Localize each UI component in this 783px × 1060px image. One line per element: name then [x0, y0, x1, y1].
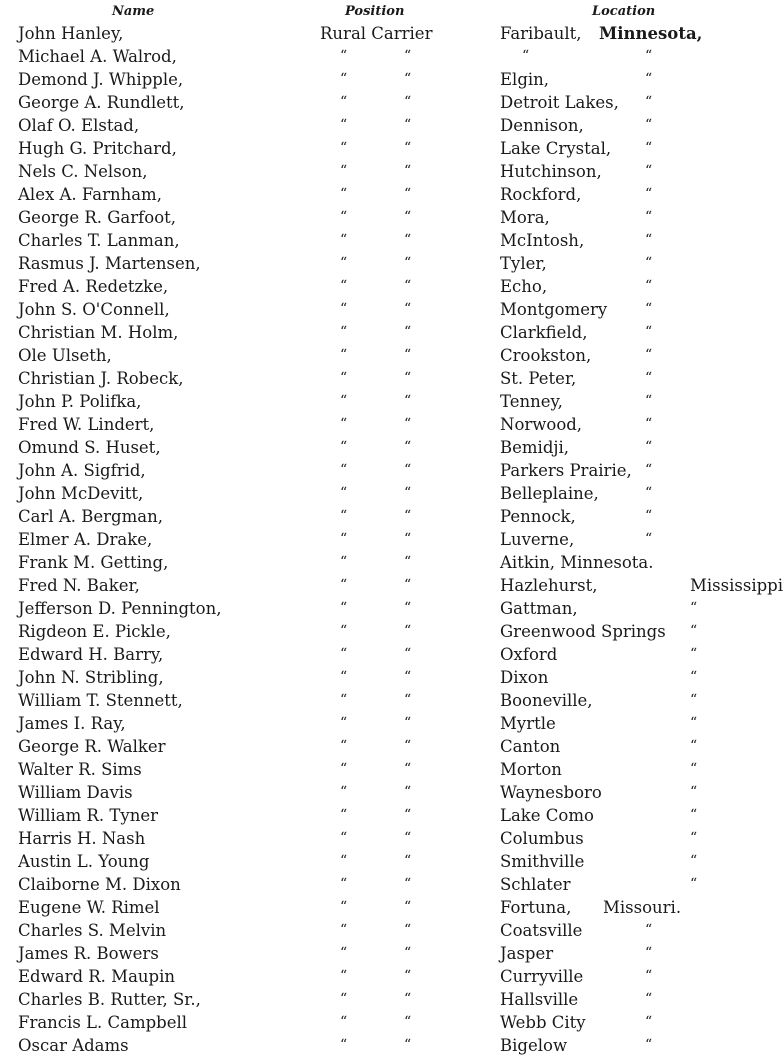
row-position-ditto: “ — [404, 830, 412, 846]
row-position-ditto: “ — [340, 347, 348, 363]
row-position-ditto: “ — [404, 324, 412, 340]
row-position-ditto: “ — [340, 508, 348, 524]
table-row — [0, 735, 757, 758]
table-row — [0, 689, 757, 712]
row-position-ditto: “ — [404, 485, 412, 501]
row-state: “ — [645, 508, 653, 524]
row-state: “ — [690, 853, 698, 869]
row-name: John A. Sigfrid, — [18, 461, 146, 480]
row-state: “ — [645, 393, 653, 409]
row-location: Schlater — [500, 875, 571, 894]
row-name: Rasmus J. Martensen, — [18, 254, 201, 273]
row-state: “ — [645, 324, 653, 340]
row-position-ditto: “ — [404, 301, 412, 317]
row-state: “ — [690, 761, 698, 777]
row-name: Fred A. Redetzke, — [18, 277, 169, 296]
row-location: Aitkin, Minnesota. — [500, 553, 654, 572]
table-row — [0, 988, 757, 1011]
row-state: “ — [690, 807, 698, 823]
row-state: “ — [645, 209, 653, 225]
row-location: Oxford — [500, 645, 558, 664]
row-name: George A. Rundlett, — [18, 93, 185, 112]
row-position-ditto: “ — [404, 71, 412, 87]
row-position-ditto: “ — [340, 554, 348, 570]
row-location: Bemidji, — [500, 438, 570, 457]
row-location: Lake Como — [500, 806, 594, 825]
row-name: Charles B. Rutter, Sr., — [18, 990, 201, 1009]
row-position-ditto: “ — [404, 715, 412, 731]
table-row — [0, 827, 757, 850]
row-position-ditto: “ — [340, 807, 348, 823]
row-position-ditto: “ — [340, 186, 348, 202]
row-state: “ — [690, 830, 698, 846]
row-position-ditto: “ — [340, 255, 348, 271]
row-position-ditto: “ — [340, 738, 348, 754]
row-name: Olaf O. Elstad, — [18, 116, 140, 135]
row-state: “ — [645, 1037, 653, 1053]
row-location: Mora, — [500, 208, 550, 227]
row-name: Eugene W. Rimel — [18, 898, 160, 917]
row-position-ditto: “ — [340, 899, 348, 915]
table-row — [0, 597, 757, 620]
row-state: “ — [690, 646, 698, 662]
row-state: “ — [645, 232, 653, 248]
row-location: Jasper — [500, 944, 554, 963]
row-position-ditto: “ — [404, 232, 412, 248]
row-state: “ — [645, 117, 653, 133]
row-state: “ — [645, 1014, 653, 1030]
row-position-ditto: “ — [404, 922, 412, 938]
row-state: “ — [645, 140, 653, 156]
table-row — [0, 390, 757, 413]
row-position-ditto: “ — [340, 324, 348, 340]
row-position-ditto: “ — [404, 186, 412, 202]
row-position-ditto: “ — [340, 163, 348, 179]
row-position-ditto: “ — [404, 784, 412, 800]
table-row — [0, 620, 757, 643]
table-row — [0, 68, 757, 91]
row-position-ditto: “ — [404, 278, 412, 294]
table-row — [0, 22, 757, 45]
row-position-ditto: “ — [340, 991, 348, 1007]
row-position-ditto: “ — [340, 600, 348, 616]
row-state: “ — [645, 370, 653, 386]
table-row — [0, 91, 757, 114]
row-location: McIntosh, — [500, 231, 585, 250]
row-name: William T. Stennett, — [18, 691, 183, 710]
table-row — [0, 873, 757, 896]
row-position-ditto: “ — [340, 301, 348, 317]
row-location: Myrtle — [500, 714, 556, 733]
row-location: Curryville — [500, 967, 584, 986]
row-state: “ — [690, 692, 698, 708]
row-location: Columbus — [500, 829, 584, 848]
table-row — [0, 850, 757, 873]
row-state: “ — [690, 784, 698, 800]
row-location: Rockford, — [500, 185, 582, 204]
row-location: Crookston, — [500, 346, 592, 365]
row-position-ditto: “ — [340, 830, 348, 846]
row-location: Luverne, — [500, 530, 575, 549]
row-location: Lake Crystal, — [500, 139, 612, 158]
row-location: Dixon — [500, 668, 549, 687]
row-position-ditto: “ — [404, 968, 412, 984]
row-position-ditto: “ — [404, 991, 412, 1007]
row-position-ditto: “ — [404, 370, 412, 386]
row-state: “ — [645, 278, 653, 294]
row-location: Smithville — [500, 852, 585, 871]
row-name: John P. Polifka, — [18, 392, 142, 411]
row-location: Booneville, — [500, 691, 593, 710]
table-row — [0, 482, 757, 505]
row-position-ditto: “ — [340, 761, 348, 777]
table-row — [0, 413, 757, 436]
table-row — [0, 551, 757, 574]
row-position-ditto: “ — [340, 1037, 348, 1053]
row-location: Hutchinson, — [500, 162, 602, 181]
row-name: Jefferson D. Pennington, — [18, 599, 222, 618]
row-name: John Hanley, — [18, 24, 124, 43]
row-location: Montgomery — [500, 300, 608, 319]
row-position-ditto: “ — [340, 784, 348, 800]
row-state: “ — [645, 48, 653, 64]
row-name: Christian J. Robeck, — [18, 369, 184, 388]
row-location: Canton — [500, 737, 561, 756]
table-row — [0, 367, 757, 390]
row-name: Oscar Adams — [18, 1036, 129, 1055]
row-name: William R. Tyner — [18, 806, 159, 825]
row-location: Pennock, — [500, 507, 576, 526]
row-position-ditto: “ — [404, 393, 412, 409]
row-name: William Davis — [18, 783, 133, 802]
table-row — [0, 114, 757, 137]
row-location: Dennison, — [500, 116, 584, 135]
row-position-ditto: “ — [404, 140, 412, 156]
row-state: “ — [645, 922, 653, 938]
row-name: John N. Stribling, — [18, 668, 164, 687]
row-state: “ — [645, 301, 653, 317]
row-position-ditto: “ — [340, 876, 348, 892]
row-name: John S. O'Connell, — [18, 300, 170, 319]
row-state: “ — [645, 71, 653, 87]
row-name: Rigdeon E. Pickle, — [18, 622, 171, 641]
row-location: Elgin, — [500, 70, 550, 89]
row-position-ditto: “ — [340, 1014, 348, 1030]
row-position-ditto: “ — [340, 209, 348, 225]
row-location: Echo, — [500, 277, 548, 296]
row-name: Alex A. Farnham, — [18, 185, 162, 204]
row-name: Nels C. Nelson, — [18, 162, 148, 181]
row-location: “ — [522, 48, 530, 64]
row-name: Frank M. Getting, — [18, 553, 169, 572]
row-location: Morton — [500, 760, 562, 779]
row-position-ditto: “ — [404, 669, 412, 685]
row-position-ditto: “ — [340, 485, 348, 501]
table-row — [0, 712, 757, 735]
row-position-ditto: “ — [404, 209, 412, 225]
row-state: “ — [645, 416, 653, 432]
table-row — [0, 160, 757, 183]
row-name: Michael A. Walrod, — [18, 47, 177, 66]
row-location: Faribault, — [500, 24, 582, 43]
row-position-ditto: “ — [340, 393, 348, 409]
row-name: Charles S. Melvin — [18, 921, 167, 940]
row-name: Claiborne M. Dixon — [18, 875, 181, 894]
row-position-ditto: “ — [404, 554, 412, 570]
row-position-ditto: “ — [340, 416, 348, 432]
row-location: Tenney, — [500, 392, 563, 411]
row-position-ditto: “ — [340, 140, 348, 156]
row-name: Ole Ulseth, — [18, 346, 112, 365]
row-position-ditto: “ — [404, 600, 412, 616]
row-name: Christian M. Holm, — [18, 323, 179, 342]
carrier-list — [0, 22, 783, 1057]
table-row — [0, 459, 757, 482]
row-name: James R. Bowers — [18, 944, 159, 963]
row-location: Gattman, — [500, 599, 578, 618]
row-position-ditto: “ — [404, 646, 412, 662]
row-state: “ — [690, 623, 698, 639]
table-row — [0, 206, 757, 229]
row-position-ditto: “ — [340, 439, 348, 455]
row-state: “ — [690, 738, 698, 754]
row-state: “ — [690, 715, 698, 731]
row-location: Webb City — [500, 1013, 586, 1032]
row-location: Parkers Prairie, — [500, 461, 632, 480]
row-name: Fred N. Baker, — [18, 576, 140, 595]
row-location: Belleplaine, — [500, 484, 599, 503]
row-name: Charles T. Lanman, — [18, 231, 180, 250]
row-name: Austin L. Young — [18, 852, 150, 871]
row-location: Hallsville — [500, 990, 579, 1009]
row-position-ditto: “ — [340, 232, 348, 248]
table-row — [0, 275, 757, 298]
table-row — [0, 436, 757, 459]
row-position-ditto: “ — [340, 623, 348, 639]
row-position-ditto: “ — [404, 439, 412, 455]
table-row — [0, 1011, 757, 1034]
row-name: Omund S. Huset, — [18, 438, 161, 457]
row-position-ditto: “ — [404, 117, 412, 133]
row-position-ditto: “ — [340, 577, 348, 593]
row-position-ditto: “ — [340, 94, 348, 110]
table-row — [0, 252, 757, 275]
row-location: Fortuna, — [500, 898, 572, 917]
table-row — [0, 965, 757, 988]
row-position-ditto: “ — [404, 738, 412, 754]
row-position-ditto: “ — [340, 692, 348, 708]
table-row — [0, 574, 783, 597]
row-location: Hazlehurst, — [500, 576, 598, 595]
row-location: Bigelow — [500, 1036, 568, 1055]
row-position-ditto: “ — [404, 163, 412, 179]
row-state: “ — [690, 876, 698, 892]
row-position: Rural Carrier — [320, 24, 433, 43]
row-state: “ — [645, 255, 653, 271]
row-state: “ — [645, 94, 653, 110]
row-state: “ — [645, 485, 653, 501]
row-position-ditto: “ — [340, 669, 348, 685]
row-name: George R. Garfoot, — [18, 208, 177, 227]
row-name: Francis L. Campbell — [18, 1013, 188, 1032]
header-name: Name — [112, 4, 155, 19]
row-position-ditto: “ — [340, 922, 348, 938]
header-location: Location — [592, 4, 656, 19]
table-row — [0, 137, 757, 160]
row-position-ditto: “ — [404, 462, 412, 478]
table-row — [0, 344, 757, 367]
row-position-ditto: “ — [340, 715, 348, 731]
row-position-ditto: “ — [404, 531, 412, 547]
row-state: “ — [645, 991, 653, 1007]
row-position-ditto: “ — [404, 416, 412, 432]
row-position-ditto: “ — [404, 508, 412, 524]
table-row — [0, 505, 757, 528]
row-position-ditto: “ — [340, 531, 348, 547]
row-position-ditto: “ — [404, 945, 412, 961]
table-row — [0, 298, 757, 321]
row-location: Tyler, — [500, 254, 547, 273]
row-state: “ — [645, 968, 653, 984]
row-name: George R. Walker — [18, 737, 166, 756]
row-name: Harris H. Nash — [18, 829, 146, 848]
row-position-ditto: “ — [404, 623, 412, 639]
row-name: Edward H. Barry, — [18, 645, 164, 664]
row-position-ditto: “ — [404, 347, 412, 363]
row-name: Elmer A. Drake, — [18, 530, 153, 549]
row-state: “ — [645, 186, 653, 202]
row-position-ditto: “ — [340, 71, 348, 87]
row-name: John McDevitt, — [18, 484, 144, 503]
table-row — [0, 666, 757, 689]
row-name: Walter R. Sims — [18, 760, 142, 779]
row-state: “ — [645, 163, 653, 179]
table-row — [0, 896, 757, 919]
row-name: Demond J. Whipple, — [18, 70, 184, 89]
row-position-ditto: “ — [340, 945, 348, 961]
row-position-ditto: “ — [404, 1037, 412, 1053]
row-position-ditto: “ — [340, 853, 348, 869]
row-position-ditto: “ — [340, 646, 348, 662]
row-name: James I. Ray, — [18, 714, 126, 733]
row-position-ditto: “ — [340, 462, 348, 478]
table-row — [0, 321, 757, 344]
row-name: Edward R. Maupin — [18, 967, 175, 986]
row-state: “ — [645, 439, 653, 455]
row-state: “ — [645, 347, 653, 363]
row-location: Coatsville — [500, 921, 583, 940]
row-name: Carl A. Bergman, — [18, 507, 163, 526]
table-row — [0, 758, 757, 781]
row-position-ditto: “ — [404, 48, 412, 64]
table-row — [0, 781, 757, 804]
table-header — [0, 4, 757, 24]
row-location: Clarkfield, — [500, 323, 588, 342]
row-position-ditto: “ — [340, 968, 348, 984]
row-location: Detroit Lakes, — [500, 93, 619, 112]
table-row — [0, 45, 757, 68]
row-location: St. Peter, — [500, 369, 577, 388]
table-row — [0, 804, 757, 827]
header-position: Position — [345, 4, 405, 19]
row-position-ditto: “ — [404, 876, 412, 892]
row-state: “ — [690, 600, 698, 616]
row-name: Hugh G. Pritchard, — [18, 139, 177, 158]
row-position-ditto: “ — [340, 117, 348, 133]
row-state: Minnesota, — [599, 24, 703, 43]
row-state: “ — [645, 945, 653, 961]
row-location: Waynesboro — [500, 783, 602, 802]
row-location: Norwood, — [500, 415, 583, 434]
row-name: Fred W. Lindert, — [18, 415, 155, 434]
row-state: “ — [645, 462, 653, 478]
row-position-ditto: “ — [404, 899, 412, 915]
row-state: Missouri. — [603, 898, 682, 917]
row-position-ditto: “ — [404, 807, 412, 823]
row-position-ditto: “ — [404, 1014, 412, 1030]
row-location: Greenwood Springs — [500, 622, 666, 641]
row-state: “ — [645, 531, 653, 547]
row-position-ditto: “ — [404, 761, 412, 777]
row-position-ditto: “ — [404, 853, 412, 869]
table-row — [0, 942, 757, 965]
row-position-ditto: “ — [404, 255, 412, 271]
row-position-ditto: “ — [340, 48, 348, 64]
row-state: Mississippi — [690, 576, 783, 595]
row-position-ditto: “ — [404, 94, 412, 110]
table-row — [0, 183, 757, 206]
table-row — [0, 229, 757, 252]
row-position-ditto: “ — [340, 370, 348, 386]
row-position-ditto: “ — [404, 577, 412, 593]
table-row — [0, 1034, 757, 1057]
table-row — [0, 643, 757, 666]
table-row — [0, 919, 757, 942]
row-state: “ — [690, 669, 698, 685]
table-row — [0, 528, 757, 551]
row-position-ditto: “ — [404, 692, 412, 708]
row-position-ditto: “ — [340, 278, 348, 294]
